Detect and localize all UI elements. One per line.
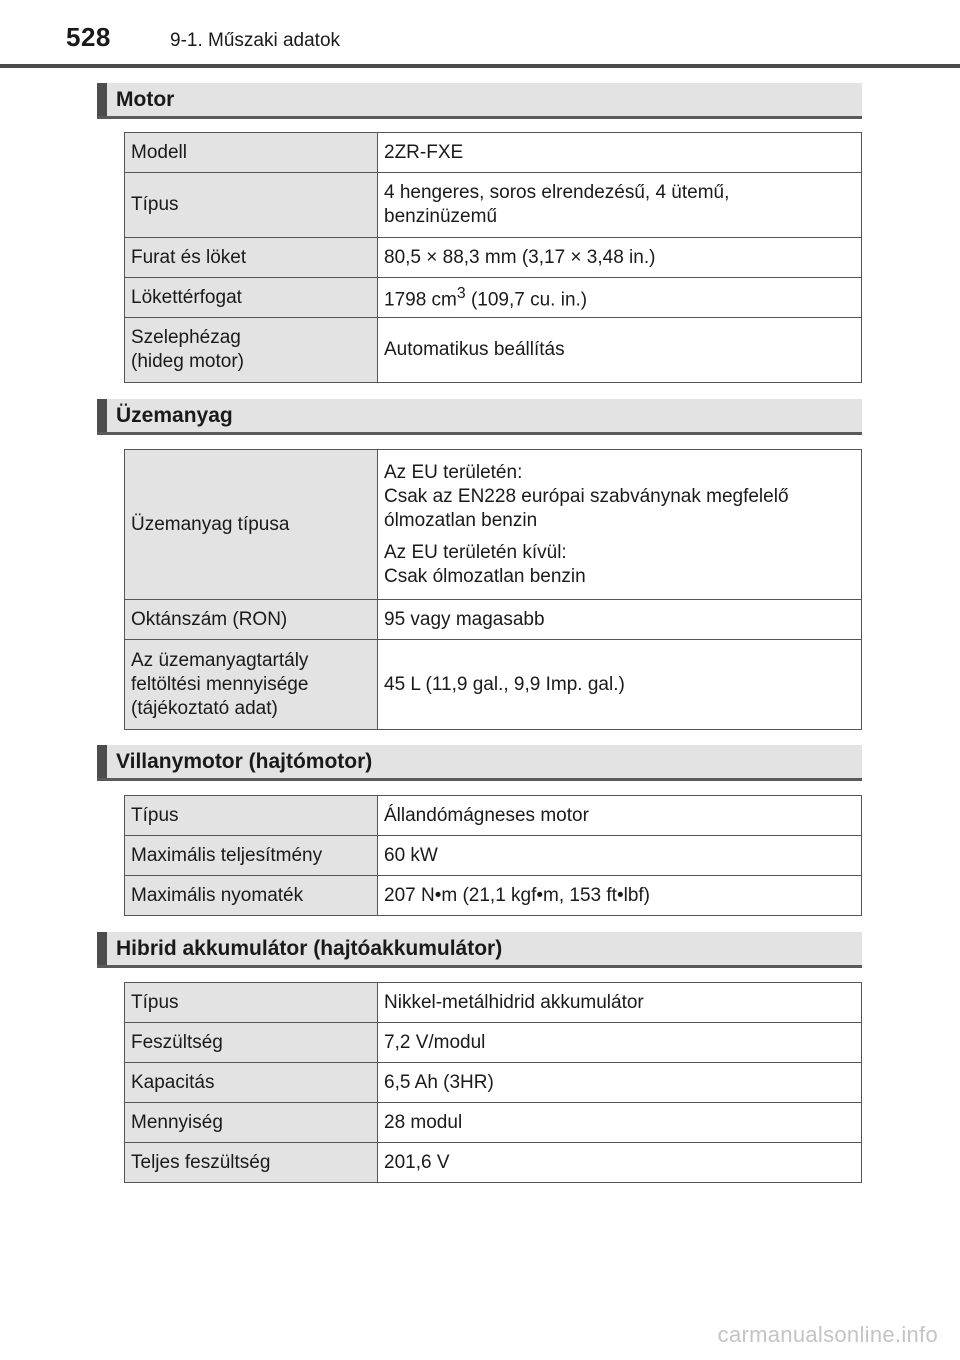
section-heading-fuel [97, 399, 862, 435]
page-header [0, 0, 960, 70]
table-row [125, 450, 862, 600]
row-value-text: Automatikus beállítás [384, 339, 565, 360]
header-rule [0, 64, 960, 68]
row-label-text: Furat és löket [131, 246, 247, 268]
chapter-title: 9-1. Műszaki adatok [170, 30, 341, 51]
section-title: Hibrid akkumulátor (hajtóakkumulátor) [116, 937, 503, 960]
row-value [378, 173, 862, 238]
row-label-text: Feszültség [131, 1031, 223, 1053]
row-label [125, 600, 378, 640]
row-value [378, 876, 862, 916]
fuel-type-eu: Az EU területén: Csak az EN228 európai szabványnak megfelelő ólmozatlan benzin [384, 461, 789, 531]
row-label [125, 1063, 378, 1103]
row-value [378, 278, 862, 318]
section-accent [97, 745, 107, 778]
row-label-text: Modell [131, 141, 187, 163]
table-row [125, 1103, 862, 1143]
row-value [378, 836, 862, 876]
row-value [378, 640, 862, 730]
section-accent [97, 399, 107, 432]
row-value-text: 60 kW [384, 844, 438, 866]
section-accent [97, 932, 107, 965]
row-label [125, 133, 378, 173]
table-row [125, 133, 862, 173]
table-row [125, 600, 862, 640]
row-value-text: Állandómágneses motor [384, 804, 589, 826]
row-label-text: Oktánszám (RON) [131, 608, 288, 630]
row-label [125, 278, 378, 318]
row-value-text: 207 N•m (21,1 kgf•m, 153 ft•lbf) [384, 884, 651, 906]
displacement-value-suffix: (109,7 cu. in.) [465, 289, 588, 311]
row-label [125, 876, 378, 916]
watermark: carmanualsonline.info [717, 1322, 938, 1347]
row-value [378, 1063, 862, 1103]
row-value-text: 95 vagy magasabb [384, 608, 545, 630]
section-heading-motor [97, 83, 862, 119]
row-value [378, 318, 862, 383]
table-row [125, 876, 862, 916]
row-value-text: 6,5 Ah (3HR) [384, 1071, 494, 1093]
row-label [125, 796, 378, 836]
row-value-text: 45 L (11,9 gal., 9,9 Imp. gal.) [384, 673, 625, 695]
row-value-text: 2ZR-FXE [384, 141, 464, 163]
row-label-text: Teljes feszültség [131, 1151, 271, 1173]
row-value-text: 201,6 V [384, 1151, 450, 1173]
row-label-text: Szelephézag (hideg motor) [131, 327, 244, 372]
table-row [125, 278, 862, 318]
displacement-value: 1798 cm [384, 289, 457, 311]
row-label-text: Típus [131, 991, 179, 1013]
table-row [125, 1143, 862, 1183]
spec-table-motor [124, 132, 862, 383]
section-accent [97, 83, 107, 116]
superscript-cube: 3 [456, 285, 466, 303]
row-value [378, 796, 862, 836]
table-row [125, 238, 862, 278]
table-row [125, 318, 862, 383]
row-label-text: Maximális nyomaték [131, 884, 304, 906]
row-label-text: Az üzemanyagtartály feltöltési mennyisége (tájékoztató adat) [131, 649, 309, 719]
row-value [378, 238, 862, 278]
row-label [125, 836, 378, 876]
spec-table-battery [124, 982, 862, 1183]
spec-table-fuel [124, 449, 862, 730]
row-label [125, 173, 378, 238]
table-row [125, 983, 862, 1023]
fuel-type-non-eu: Az EU területén kívül: Csak ólmozatlan benzin [384, 541, 586, 587]
row-value [378, 983, 862, 1023]
row-label-text: Üzemanyag típusa [131, 513, 290, 535]
section-title: Üzemanyag [116, 404, 233, 427]
row-value-text: 7,2 V/modul [384, 1031, 486, 1053]
table-row [125, 796, 862, 836]
row-label-text: Típus [131, 804, 179, 826]
row-label-text: Mennyiség [131, 1111, 223, 1133]
row-value-text: 28 modul [384, 1111, 463, 1133]
table-row [125, 640, 862, 730]
row-value [378, 133, 862, 173]
spec-table-electric-motor [124, 795, 862, 916]
page-number: 528 [66, 22, 111, 52]
row-label-text: Lökettérfogat [131, 286, 242, 308]
table-row [125, 1063, 862, 1103]
row-value-text: 4 hengeres, soros elrendezésű, 4 ütemű, benzinüzemű [384, 182, 730, 227]
table-row [125, 173, 862, 238]
row-value-text: 80,5 × 88,3 mm (3,17 × 3,48 in.) [384, 246, 656, 268]
table-row [125, 836, 862, 876]
section-heading-electric-motor [97, 745, 862, 781]
row-value [378, 1143, 862, 1183]
row-label [125, 640, 378, 730]
row-label [125, 1143, 378, 1183]
row-value [378, 1103, 862, 1143]
row-label-text: Maximális teljesítmény [131, 844, 323, 866]
row-label [125, 1023, 378, 1063]
row-label [125, 318, 378, 383]
row-label [125, 983, 378, 1023]
section-title: Motor [116, 88, 175, 111]
row-label [125, 238, 378, 278]
row-label [125, 1103, 378, 1143]
row-value [378, 450, 862, 600]
section-heading-battery [97, 932, 862, 968]
row-label-text: Típus [131, 194, 179, 215]
row-value [378, 1023, 862, 1063]
table-row [125, 1023, 862, 1063]
row-value [378, 600, 862, 640]
section-title: Villanymotor (hajtómotor) [116, 750, 373, 773]
row-label [125, 450, 378, 600]
row-label-text: Kapacitás [131, 1071, 215, 1093]
row-value-text: Nikkel-metálhidrid akkumulátor [384, 991, 644, 1013]
